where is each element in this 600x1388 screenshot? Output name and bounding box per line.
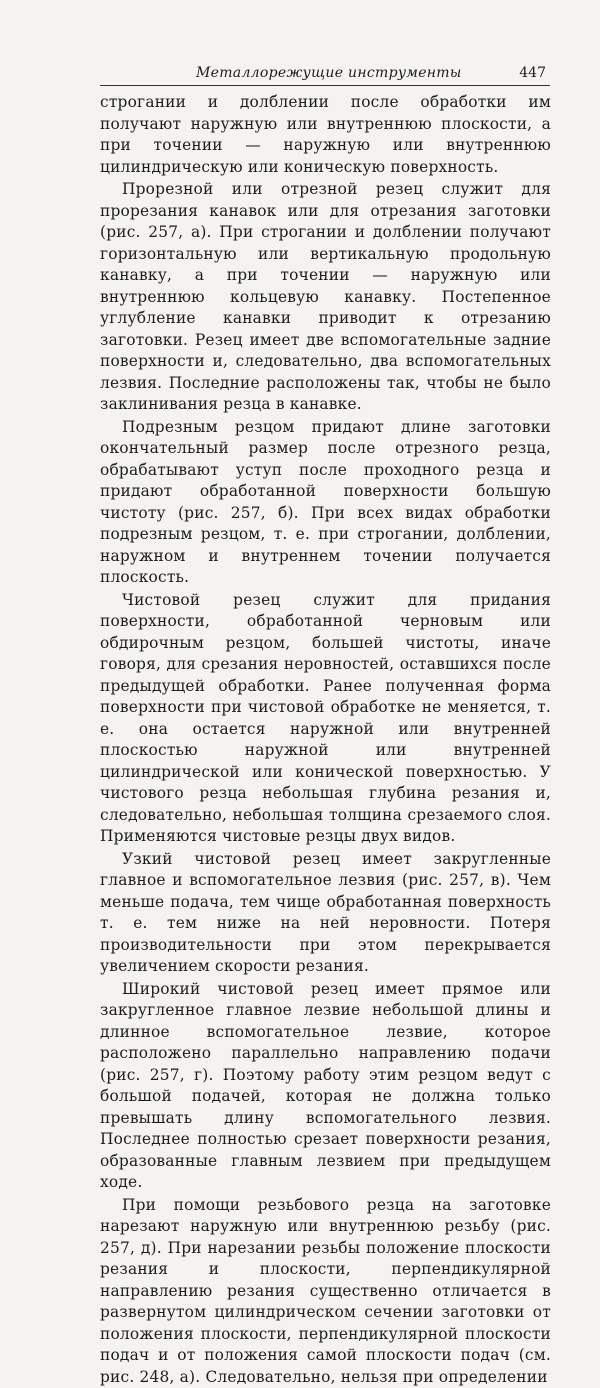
running-title: Металлорежущие инструменты [196, 65, 462, 81]
body-text [100, 92, 551, 1388]
paragraph-continuation: строгании и долблении после обработки им получают наружную или внутреннюю плоскости, а при точении — наружную или внутреннюю цилиндрическую или коническую поверхность. [100, 92, 551, 178]
paragraph-finishing-tool: Чистовой резец служит для придания поверхности, обработанной черновым или обдирочным резцом, большей чистоты, иначе говоря, для срезания неровностей, оставшихся после предыдущей обработки. Ранее полученная форма поверхности при чистовой обработке не меняется, т. е. она остается наружной или внутренней плоскостью наружной или внутренней цилиндрической или конической поверхностью. У чистового резца небольшая глубина резания и, следовательно, небольшая толщина срезаемого слоя. Применяются чистовые резцы двух видов. [100, 590, 551, 848]
paragraph-facing-tool: Подрезным резцом придают длине заготовки окончательный размер после отрезного резца, обрабатывают уступ после проходного резца и придают обработанной поверхности большую чистоту (рис. 257, б). При всех видах обработки подрезным резцом, т. е. при строгании, долблении, наружном и внутреннем точении получается плоскость. [100, 417, 551, 589]
paragraph-wide-finishing-tool: Широкий чистовой резец имеет прямое или закругленное главное лезвие небольшой длины и длинное вспомогательное лезвие, которое расположено параллельно направлению подачи (рис. 257, г). Поэтому работу этим резцом ведут с большой подачей, которая не должна только превышать длину вспомогательного лезвия. Последнее полностью срезает поверхности резания, образованные главным лезвием при предыдущем ходе. [100, 979, 551, 1194]
paragraph-threading-tool: При помощи резьбового резца на заготовке нарезают наружную или внутреннюю резьбу (рис. 257, д). При нарезании резьбы положение плоскости резания и плоскости, перпендикулярной направлению резания существенно отличается в развернутом цилиндрическом сечении заготовки от положения плоскости, перпендикулярной плоскости подач и от положения самой плоскости подач (см. рис. 248, а). Следовательно, нельзя при определении [100, 1195, 551, 1388]
page-header [100, 62, 550, 86]
paragraph-cutoff-tool: Прорезной или отрезной резец служит для прорезания канавок или для отрезания заготовки (рис. 257, а). При строгании и долблении получают горизонтальную или вертикальную продольную канавку, а при точении — наружную или внутреннюю кольцевую канавку. Постепенное углубление канавки приводит к отрезанию заготовки. Резец имеет две вспомогательные задние поверхности и, следовательно, два вспомогательных лезвия. Последние расположены так, чтобы не было заклинивания резца в канавке. [100, 179, 551, 416]
header-rule [100, 85, 550, 86]
page-number: 447 [519, 65, 546, 81]
paragraph-narrow-finishing-tool: Узкий чистовой резец имеет закругленные главное и вспомогательное лезвия (рис. 257, в). Чем меньше подача, тем чище обработанная поверхность т. е. тем ниже на ней неровности. Потеря производительности при этом перекрывается увеличением скорости резания. [100, 849, 551, 978]
